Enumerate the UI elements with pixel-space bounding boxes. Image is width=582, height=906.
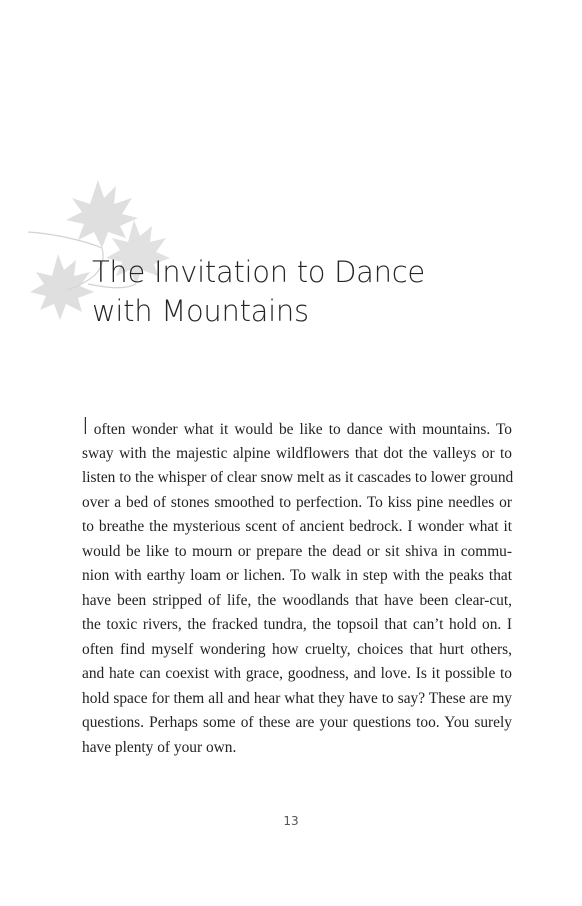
page-number: 13 [283, 814, 299, 828]
text-line: to breathe the mysterious scent of ancient bedrock. I wonder what it [82, 518, 512, 535]
text-line: over a bed of stones smoothed to perfection. To kiss pine needles or [82, 493, 512, 511]
text-line: listen to the whisper of clear snow melt as it cascades to lower ground [82, 469, 514, 486]
text-line: questions. Perhaps some of these are your questions too. You surely [82, 714, 512, 731]
text-line: have been stripped of life, the woodlands that have been clear-cut, [82, 591, 512, 609]
chapter-title [92, 253, 425, 331]
text-line: often find myself wondering how cruelty, choices that hurt others, [82, 640, 512, 658]
text-line: nion with earthy loam or lichen. To walk in step with the peaks that [82, 567, 512, 584]
text-line: have plenty of your own. [82, 738, 237, 756]
text-line: hold space for them all and hear what they have to say? These are my [82, 689, 512, 707]
text-line: I often wonder what it would be like to dance with mountains. To [82, 414, 512, 440]
body-paragraph [82, 414, 514, 760]
drop-cap: I [82, 414, 89, 440]
chapter-title-line: with Mountains [92, 294, 309, 328]
text-line: and hate can coexist with grace, goodness, and love. Is it possible to [82, 665, 512, 682]
text-line: would be like to mourn or prepare the dead or sit shiva in commu- [82, 542, 512, 560]
text-line: sway with the majestic alpine wildflowers that dot the valleys or to [82, 444, 512, 462]
chapter-title-line: The Invitation to Dance [92, 255, 425, 289]
text-line: the toxic rivers, the fracked tundra, the topsoil that can’t hold on. I [82, 616, 512, 633]
